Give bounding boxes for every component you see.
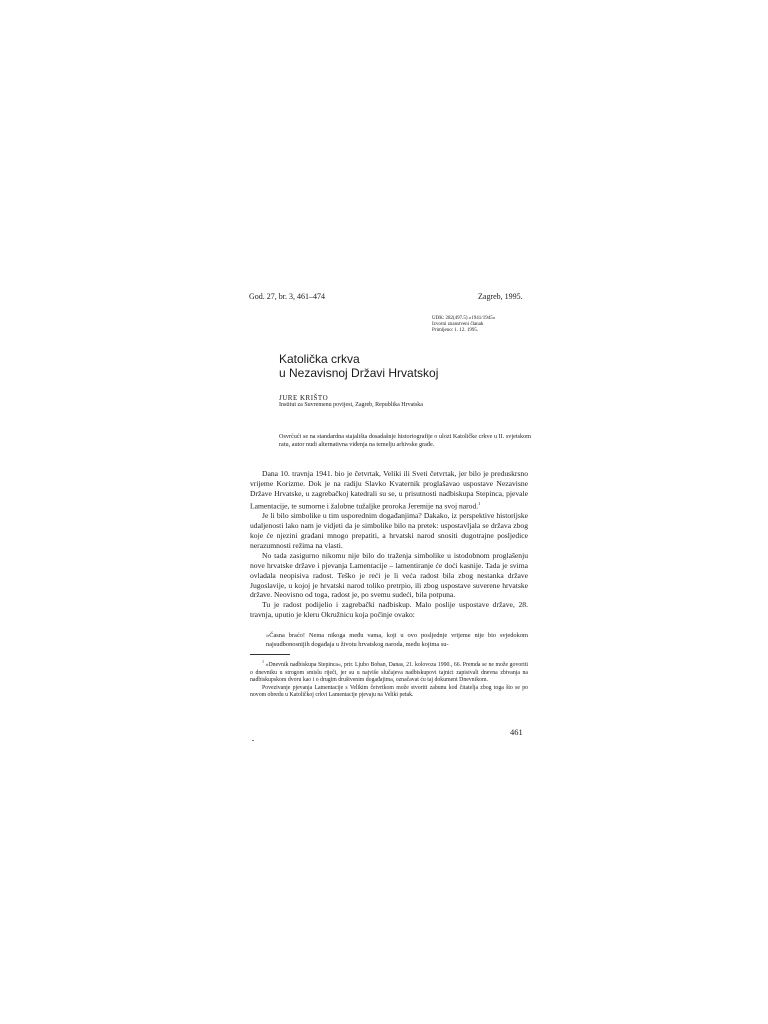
paragraph-1-text: Dana 10. travnja 1941. bio je četvrtak, Veliki ili Sveti četvrtak, jer bilo je preduskrsno vrijeme Korizme. Dok je na radiju Slavko Kvaternik proglašavao uspostave Nezavisne Države Hrvatske, u zagrebačkoj katedrali su se, u prisutnosti nadbiskupa Stepinca, pjevale Lamentacije, te sumorne i žalobne tužaljke proroka Jeremije na svoj narod. — [250, 469, 528, 511]
body-text — [250, 469, 528, 620]
paragraph-1 — [250, 469, 528, 511]
footnotes — [250, 658, 528, 700]
journal-citation: God. 27, br. 3, 461–474 — [249, 292, 325, 301]
udk-block — [432, 316, 532, 335]
paragraph-2: Je li bilo simbolike u tim usporednim događanjima? Dakako, iz perspektive historijske udaljenosti lako nam je vidjeti da je simbolike bilo na pretek: uspostavljala se država zbog koje će njezini građani mnogo prepatiti, a hrvatski narod snositi dugotrajne posljedice nerazumnosti režima na vlasti. — [250, 511, 528, 550]
scan-speck — [252, 740, 254, 741]
title-line-1: Katolička crkva — [279, 352, 360, 366]
place-year: Zagreb, 1995. — [478, 292, 523, 301]
footnote-1-continued: Povezivanje pjevanja Lamentacije s Velikim četvrtkom može stvoriti zabunu kod čitatelja zbog toga što se po novom obredu u Katoličkoj crkvi Lamentacije pjevaju na Veliki petak. — [250, 684, 528, 699]
footnote-1 — [250, 658, 528, 685]
page-number: 461 — [510, 727, 523, 737]
paragraph-3: No tada zasigurno nikomu nije bilo do traženja simbolike u istodobnom proglašenju nove hrvatske države i pjevanja Lamentacije – lamentiranje će doći kasnije. Tada je svima ovladala neopisiva radost. Teško je reći je li veća radost bila zbog nestanka države Jugoslavije, u kojoj je hrvatski narod toliko pretrpio, ili zbog uspostave suverene hrvatske države. Neovisno od toga, radost je, po svemu sudeći, bila potpuna. — [250, 550, 528, 600]
article-type: Izvorni znanstveni članak — [432, 322, 484, 328]
title-line-2: u Nezavisnoj Državi Hrvatskoj — [279, 366, 439, 380]
footnote-1-text: »Dnevnik nadbiskupa Stepinca«, prir. Ljubo Boban, Danas, 21. kolovoza 1990., 66. Premda se ne može govoriti o dnevniku u strogom smislu riječi, jer su u najviše slučajeva nadbiskupovi tajnici zapisivali dnevna zbivanja na nadbiskupskom dvoru kao i o drugim društvenim događajima, označavat ću taj dokument Dnevnikom. — [250, 661, 529, 684]
abstract: Osvrćući se na standardna stajališta dosadašnje historiografije o ulozi Katoličke crkve u II. svjetskom ratu, autor nudi alternativna viđenja na temelju arhivske građe. — [279, 433, 531, 449]
footnote-1-marker: 1 — [262, 659, 264, 664]
paragraph-4: Tu je radost podijelio i zagrebački nadbiskup. Malo poslije uspostave države, 28. travnja, uputio je kleru Okružnicu koja počinje ovako: — [250, 600, 528, 620]
footnote-divider — [250, 654, 290, 655]
block-quote: »Časna braćo! Nema nikoga među vama, koji u ovo posljednje vrijeme nije bio svjedokom najsudbonosnijih događaja u životu hrvatskog naroda, među kojima su- — [266, 632, 528, 648]
author-name: JURE KRIŠTO — [279, 394, 329, 402]
footnote-ref-1: 1 — [478, 500, 481, 506]
author-affiliation: Institut za Suvremenu povijest, Zagreb, Republika Hrvatska — [279, 402, 423, 408]
received-date: Primljeno: 1. 12. 1995. — [432, 328, 479, 334]
udk-code: UDK: 282(497.5) »1941/1945« — [432, 316, 496, 321]
article-title — [279, 352, 438, 380]
